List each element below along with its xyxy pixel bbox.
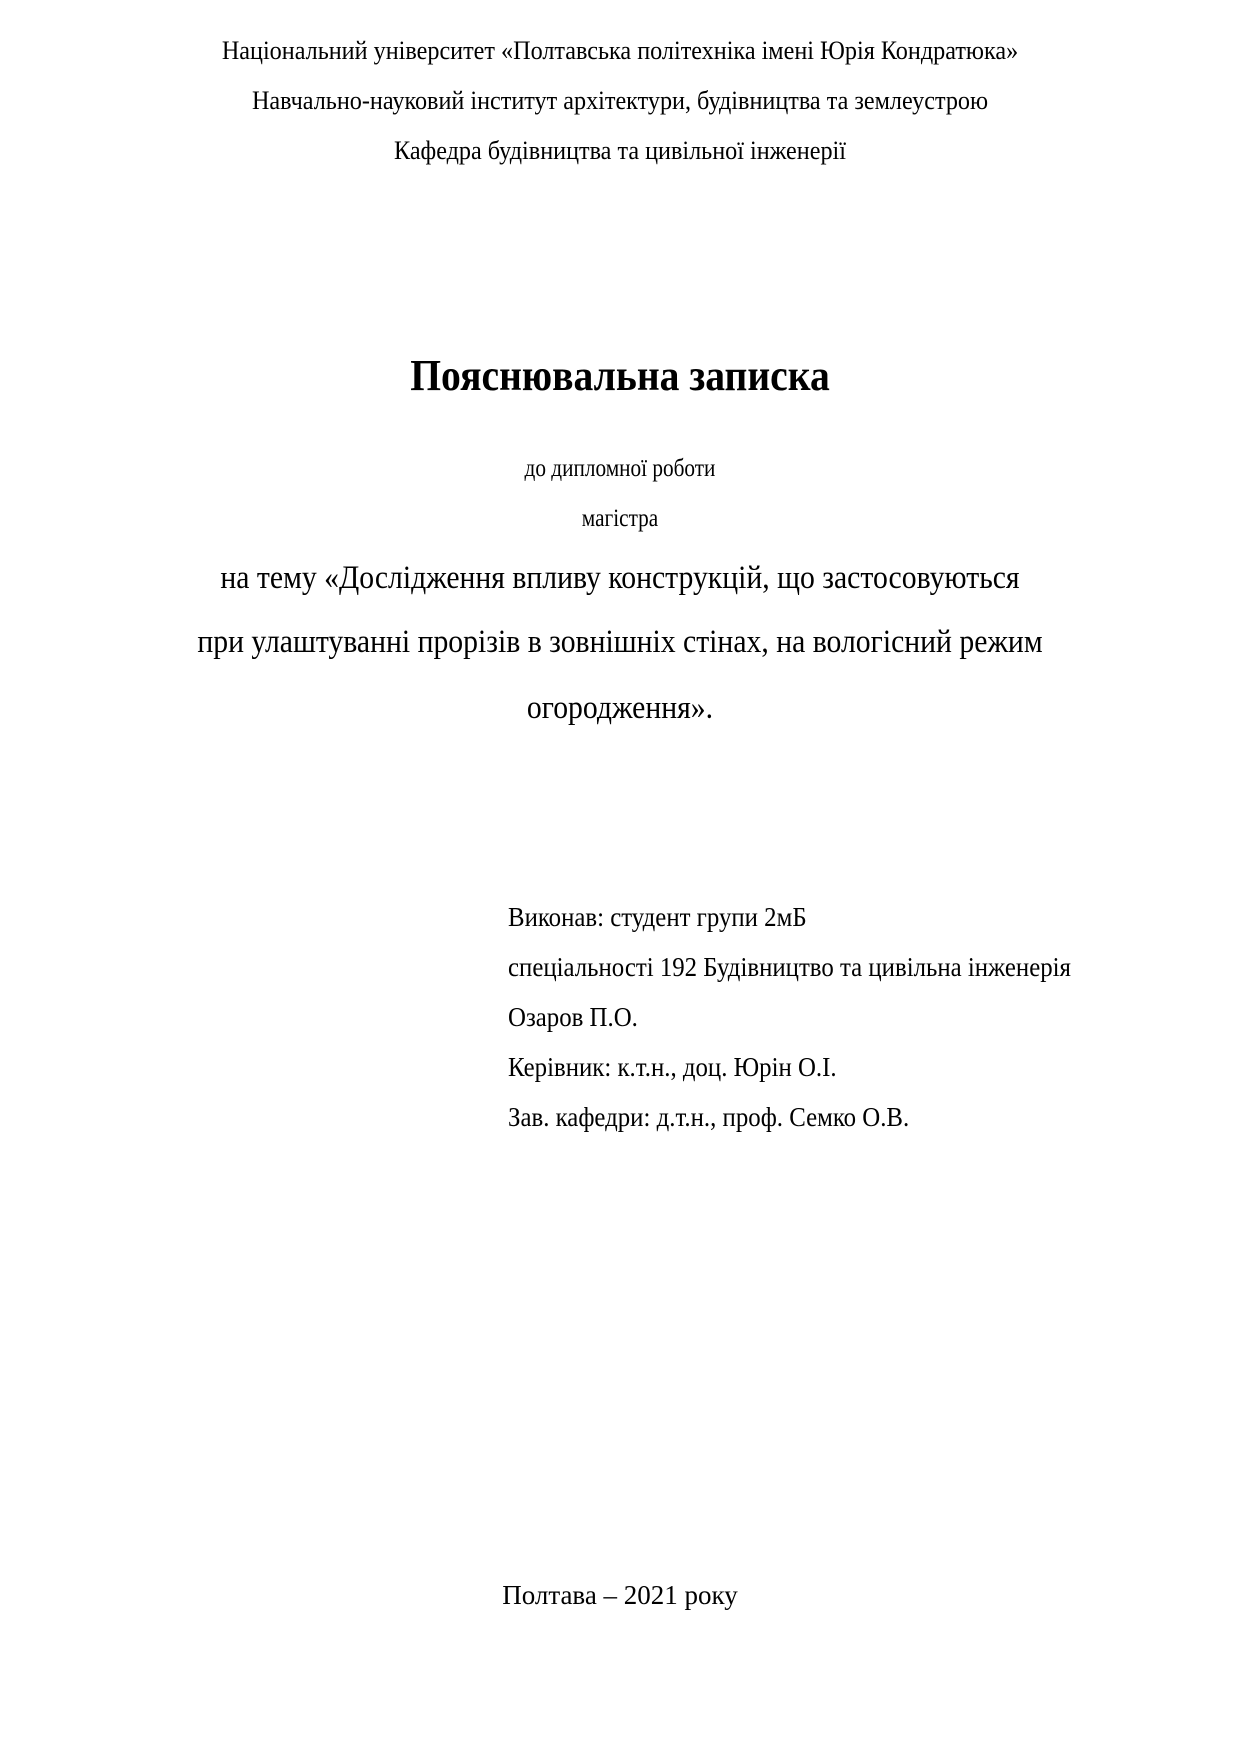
subtitle-work-type: до дипломної роботи (524, 455, 716, 482)
institute-name: Навчально-науковий інститут архітектури, будівництва та землеустрою (251, 86, 989, 115)
supervisor: Керівник: к.т.н., доц. Юрін О.І. (508, 1052, 837, 1082)
topic-line-1: на тему «Дослідження впливу конструкцій, що застосовуються (220, 560, 1020, 596)
author-specialty: спеціальності 192 Будівництво та цивільна інженерія (508, 952, 1071, 982)
city-year: Полтава – 2021 року (502, 1580, 738, 1610)
university-name: Національний університет «Полтавська політехніка імені Юрія Кондратюка» (221, 36, 1019, 65)
document-title: Пояснювальна записка (410, 351, 830, 400)
author-group: Виконав: студент групи 2мБ (508, 902, 807, 932)
department-name: Кафедра будівництва та цивільної інженерії (394, 136, 846, 165)
topic-line-2: при улаштуванні прорізів в зовнішніх стінах, на вологісний режим (197, 624, 1043, 660)
subtitle-degree: магістра (581, 505, 659, 532)
topic-line-3: огородження». (526, 690, 714, 726)
author-name: Озаров П.О. (508, 1002, 638, 1032)
department-head: Зав. кафедри: д.т.н., проф. Семко О.В. (508, 1102, 910, 1132)
